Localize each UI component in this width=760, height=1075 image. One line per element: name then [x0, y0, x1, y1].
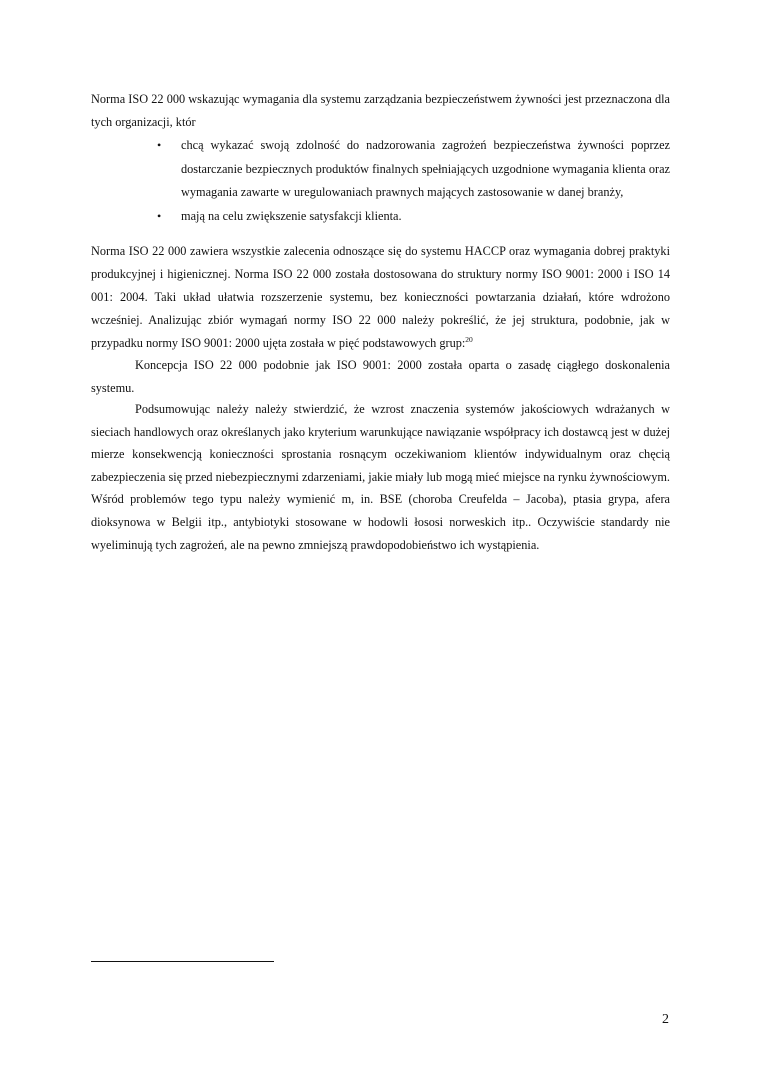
paragraph-haccp-text: Norma ISO 22 000 zawiera wszystkie zalecenia odnoszące się do systemu HACCP oraz wymagania dobrej praktyki produkcyjnej i higienicznej. Norma ISO 22 000 została dostosowana do struktury normy ISO 9001: 2000 i ISO 14 001: 2004. Taki układ ułatwia rozszerzenie systemu, bez konieczności powtarzania działań, które wdrożono wcześniej. Analizując zbiór wymagań normy ISO 22 000 należy pokreślić, że jej struktura, podobnie, jak w przypadku normy ISO 9001: 2000 ujęta została w pięć podstawowych grup: — [91, 244, 670, 350]
footnote-separator — [91, 961, 274, 962]
list-item — [157, 134, 670, 205]
bullet-list — [157, 134, 670, 228]
page-number: 2 — [662, 1012, 669, 1027]
paragraph-haccp — [91, 240, 670, 355]
paragraph-concept: Koncepcja ISO 22 000 podobnie jak ISO 9001: 2000 została oparta o zasadę ciągłego doskonalenia systemu. — [91, 358, 670, 395]
list-item-text: chcą wykazać swoją zdolność do nadzorowania zagrożeń bezpieczeństwa żywności poprzez dostarczanie bezpiecznych produktów finalnych spełniających uzgodnione wymagania klienta oraz wymagania zawarte w uregulowaniach prawnych mających zastosowanie w danej branży, — [181, 138, 670, 199]
paragraph-intro: Norma ISO 22 000 wskazując wymagania dla systemu zarządzania bezpieczeństwem żywności jest przeznaczona dla tych organizacji, któr — [91, 92, 670, 129]
list-item-text: mają na celu zwiększenie satysfakcji klienta. — [181, 208, 402, 223]
list-item — [157, 205, 670, 229]
paragraph-summary: Podsumowując należy należy stwierdzić, że wzrost znaczenia systemów jakościowych wdrażanych w sieciach handlowych oraz określanych jako kryterium warunkujące nawiązanie współpracy ich dostawcą jest w dużej mierze konsekwencją konieczności sprostania rosnącym oczekiwaniom klientów indywidualnym oraz chęcią zabezpieczenia się przed niebezpiecznymi zdarzeniami, jakie miały lub mogą mieć miejsce na rynku żywnościowym. Wśród problemów tego typu należy wymienić m, in. BSE (choroba Creufelda – Jacoba), ptasia grypa, afera dioksynowa w Belgii itp., antybiotyki stosowane w hodowli łososi norweskich itp.. Oczywiście standardy nie wyeliminują tych zagrożeń, ale na pewno zmniejszą prawdopodobieństwo ich wystąpienia. — [91, 402, 670, 552]
footnote-reference[interactable]: 20 — [465, 334, 473, 344]
bullet-icon: • — [157, 208, 162, 223]
bullet-icon: • — [157, 138, 162, 152]
